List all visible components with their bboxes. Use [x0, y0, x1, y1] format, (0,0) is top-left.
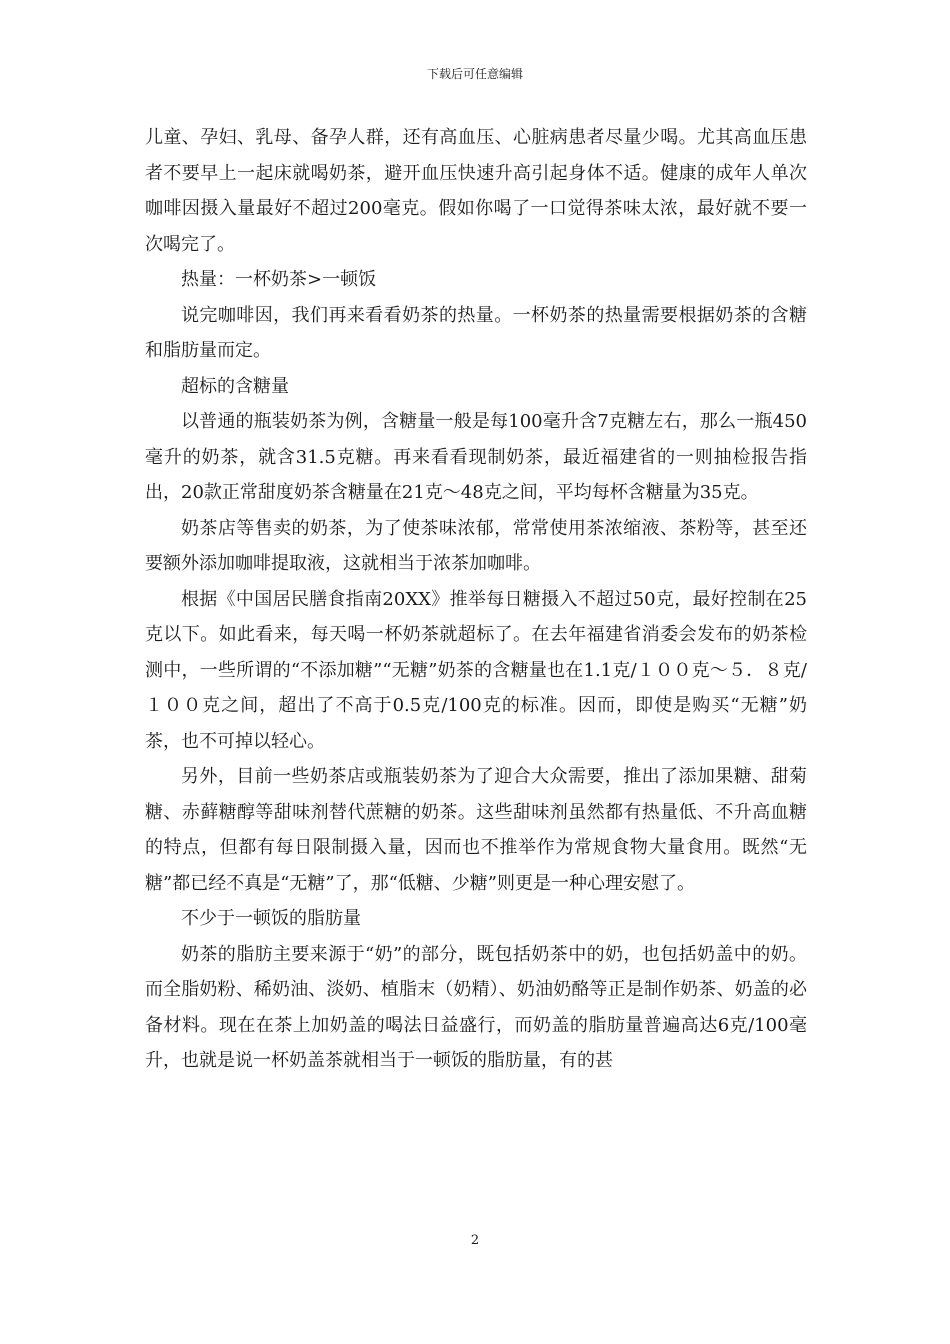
- section-heading-calories: 热量：一杯奶茶>一顿饭: [181, 269, 377, 290]
- document-body: [145, 120, 807, 1079]
- section-heading-sugar: 超标的含糖量: [181, 375, 289, 397]
- paragraph-fat-source: 奶茶的脂肪主要来源于“奶”的部分，既包括奶茶中的奶，也包括奶盖中的奶。而全脂奶粉、稀奶油、淡奶、植脂末（奶精）、奶油奶酪等正是制作奶茶、奶盖的必备材料。现在在茶上加奶盖的喝法日益盛行，而奶盖的脂肪量普遍高达6克/100毫升，也就是说一杯奶盖茶就相当于一顿饭的脂肪量，有的甚: [145, 943, 807, 1071]
- paragraph-sweeteners: 另外，目前一些奶茶店或瓶装奶茶为了迎合大众需要，推出了添加果糖、甜菊糖、赤藓糖醇等甜味剂替代蔗糖的奶茶。这些甜味剂虽然都有热量低、不升高血糖的特点，但都有每日限制摄入量，因而也不推举作为常规食物大量食用。既然“无糖”都已经不真是“无糖”了，那“低糖、少糖”则更是一种心理安慰了。: [145, 766, 807, 894]
- paragraph-caffeine-groups: 儿童、孕妇、乳母、备孕人群，还有高血压、心脏病患者尽量少喝。尤其高血压患者不要早上一起床就喝奶茶，避开血压快速升高引起身体不适。健康的成年人单次咖啡因摄入量最好不超过200毫克。假如你喝了一口觉得茶味太浓，最好就不要一次喝完了。: [145, 127, 807, 255]
- paragraph-calories-intro: 说完咖啡因，我们再来看看奶茶的热量。一杯奶茶的热量需要根据奶茶的含糖和脂肪量而定。: [145, 304, 807, 361]
- page-header: 下载后可任意编辑: [426, 67, 523, 81]
- section-heading-fat: 不少于一顿饭的脂肪量: [181, 908, 361, 929]
- paragraph-sugar-shops: 奶茶店等售卖的奶茶，为了使茶味浓郁，常常使用茶浓缩液、茶粉等，甚至还要额外添加咖啡提取液，这就相当于浓茶加咖啡。: [145, 517, 807, 574]
- paragraph-sugar-guideline: 根据《中国居民膳食指南20XX》推举每日糖摄入不超过50克，最好控制在25克以下。如此看来，每天喝一杯奶茶就超标了。在去年福建省消委会发布的奶茶检测中，一些所谓的“不添加糖”“无糖”奶茶的含糖量也在1.1克/１００克～５．８克/１００克之间，超出了不高于0.5克/100克的标准。因而，即使是购买“无糖”奶茶，也不可掉以轻心。: [145, 588, 807, 752]
- page-number: 2: [470, 1233, 480, 1248]
- paragraph-sugar-bottled: 以普通的瓶装奶茶为例，含糖量一般是每100毫升含7克糖左右，那么一瓶450毫升的奶茶，就含31.5克糖。再来看看现制奶茶，最近福建省的一则抽检报告指出，20款正常甜度奶茶含糖量在21克～48克之间，平均每杯含糖量为35克。: [145, 411, 807, 503]
